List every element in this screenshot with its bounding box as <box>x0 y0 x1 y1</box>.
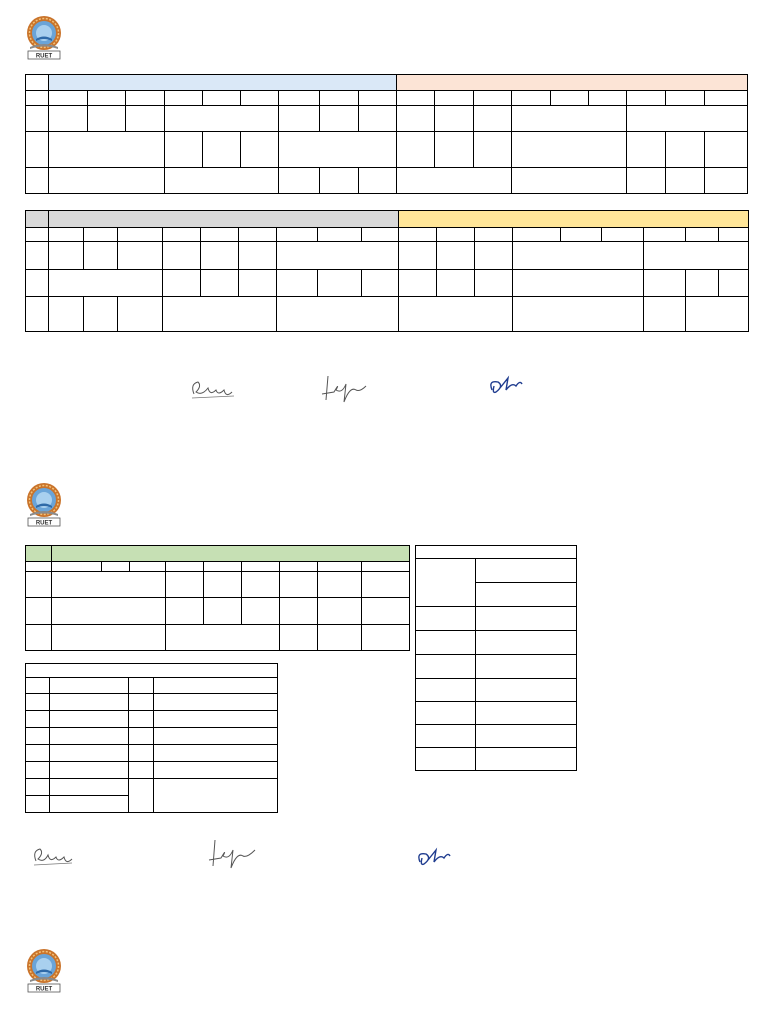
table-row <box>26 228 749 242</box>
table-row <box>416 546 577 559</box>
table-row <box>26 762 278 779</box>
table-row <box>416 679 577 702</box>
schedule-table-2 <box>25 210 749 332</box>
schedule-table-1 <box>25 74 748 194</box>
svg-text:RUET: RUET <box>35 53 53 60</box>
ruet-logo <box>22 481 66 527</box>
table-2-header-row <box>26 211 749 228</box>
table-row <box>26 625 410 651</box>
teacher-list-table <box>415 545 577 771</box>
table-row <box>26 91 748 106</box>
table-row <box>416 559 577 583</box>
table-row <box>26 106 748 132</box>
corner-cell <box>26 546 52 562</box>
day-header-blue <box>49 75 396 91</box>
signature-1 <box>188 374 238 404</box>
day-header-yellow <box>399 211 749 228</box>
table-row <box>416 725 577 748</box>
table-row <box>26 562 410 572</box>
table-row <box>26 728 278 745</box>
table-row <box>26 572 410 598</box>
corner-cell <box>26 75 49 91</box>
table-row <box>416 607 577 631</box>
table-row <box>26 745 278 762</box>
table-row <box>26 132 748 168</box>
day-header-peach <box>396 75 747 91</box>
table-row <box>26 297 749 332</box>
table-row <box>26 694 278 711</box>
signature-1 <box>30 843 74 871</box>
day-header-green <box>52 546 410 562</box>
table-row <box>26 270 749 297</box>
table-row <box>26 711 278 728</box>
day-header-gray <box>49 211 399 228</box>
table-row <box>26 242 749 270</box>
table-1-header-row <box>26 75 748 91</box>
signature-2 <box>318 372 370 406</box>
table-row <box>416 655 577 679</box>
svg-text:RUET: RUET <box>35 986 53 993</box>
schedule-table-3 <box>25 545 410 651</box>
ruet-logo <box>22 947 66 993</box>
svg-text:RUET: RUET <box>35 520 53 527</box>
table-row <box>416 702 577 725</box>
signature-3 <box>414 846 454 868</box>
signature-3 <box>486 372 526 398</box>
table-row <box>26 779 278 796</box>
table-row <box>26 678 278 694</box>
table-3-header-row <box>26 546 410 562</box>
ruet-logo <box>22 14 66 60</box>
signature-2 <box>205 836 259 872</box>
course-list-table <box>25 663 278 813</box>
table-row <box>26 168 748 194</box>
table-row <box>416 631 577 655</box>
table-row <box>26 664 278 678</box>
table-row <box>416 748 577 771</box>
corner-cell <box>26 211 49 228</box>
table-row <box>26 598 410 625</box>
